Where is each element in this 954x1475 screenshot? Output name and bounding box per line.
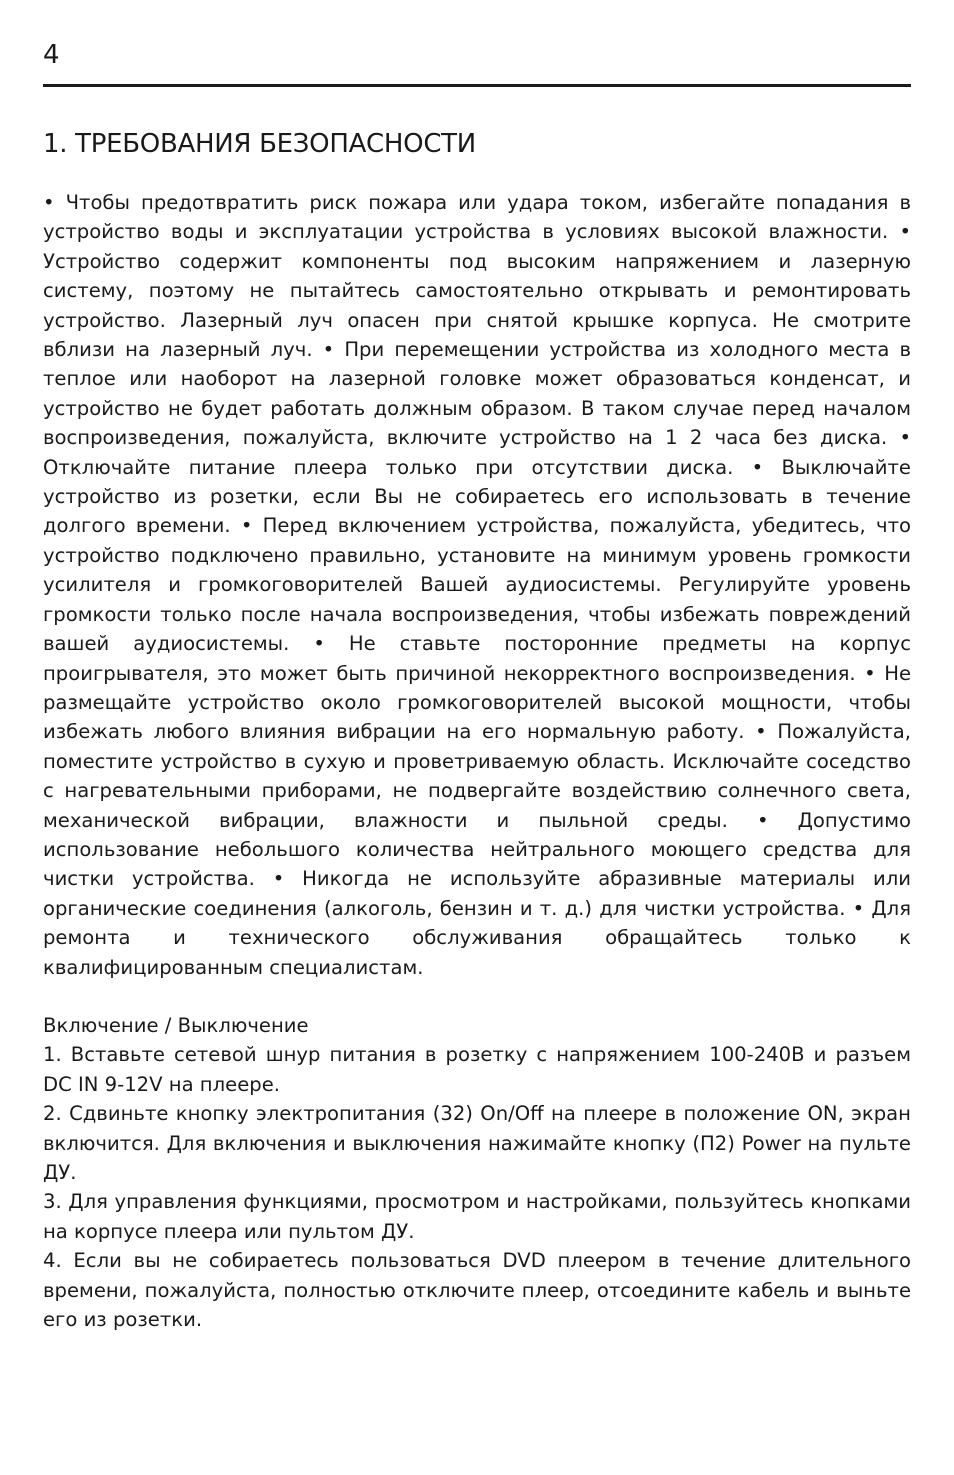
power-heading: Включение / Выключение (43, 1014, 309, 1037)
page-number: 4 (43, 40, 60, 70)
section-title: 1. ТРЕБОВАНИЯ БЕЗОПАСНОСТИ (43, 129, 476, 159)
power-step-3: 3. Для управления функциями, просмотром и настройками, пользуйтесь кнопками на корпусе плеера или пультом ДУ. (43, 1190, 911, 1243)
power-step-2: 2. Сдвиньте кнопку электропитания (32) On/Off на плеере в положение ON, экран включится. Для включения и выключения нажимайте кнопку (П2) Power на пульте ДУ. (43, 1102, 911, 1185)
power-step-4: 4. Если вы не собираетесь пользоваться DVD плеером в течение длительного времени, пожалуйста, полностью отключите плеер, отсоедините кабель и выньте его из розетки. (43, 1249, 911, 1332)
power-section (43, 1011, 911, 1334)
safety-paragraph: • Чтобы предотвратить риск пожара или удара током, избегайте попадания в устройство воды и эксплуатации устройства в условиях высокой влажности. • Устройство содержит компоненты под высоким напряжением и лазерную систему, поэтому не пытайтесь самостоятельно открывать и ремонтировать устройство. Лазерный луч опасен при снятой крышке корпуса. Не смотрите вблизи на лазерный луч. • При перемещении устройства из холодного места в теплое или наоборот на лазерной головке может образоваться конденсат, и устройство не будет работать должным образом. В таком случае перед началом воспроизведения, пожалуйста, включите устройство на 1 2 часа без диска. • Отключайте питание плеера только при отсутствии диска. • Выключайте устройство из розетки, если Вы не собираетесь его использовать в течение долгого времени. • Перед включением устройства, пожалуйста, убедитесь, что устройство подключено правильно, установите на минимум уровень громкости усилителя и громкоговорителей Вашей аудиосистемы. Регулируйте уровень громкости только после начала воспроизведения, чтобы избежать повреждений вашей аудиосистемы. • Не ставьте посторонние предметы на корпус проигрывателя, это может быть причиной некорректного воспроизведения. • Не размещайте устройство около громкоговорителей высокой мощности, чтобы избежать любого влияния вибрации на его нормальную работу. • Пожалуйста, поместите устройство в сухую и проветриваемую область. Исключайте соседство с нагревательными приборами, не подвергайте воздействию солнечного света, механической вибрации, влажности и пыльной среды. • Допустимо использование небольшого количества нейтрального моющего средства для чистки устройства. • Никогда не используйте абразивные материалы или органические соединения (алкоголь, бензин и т. д.) для чистки устройства. • Для ремонта и технического обслуживания обращайтесь только к квалифицированным специалистам. (43, 191, 911, 979)
header-divider (43, 84, 911, 87)
power-step-1: 1. Вставьте сетевой шнур питания в розетку с напряжением 100-240В и разъем DC IN 9-12V на плеере. (43, 1043, 911, 1096)
